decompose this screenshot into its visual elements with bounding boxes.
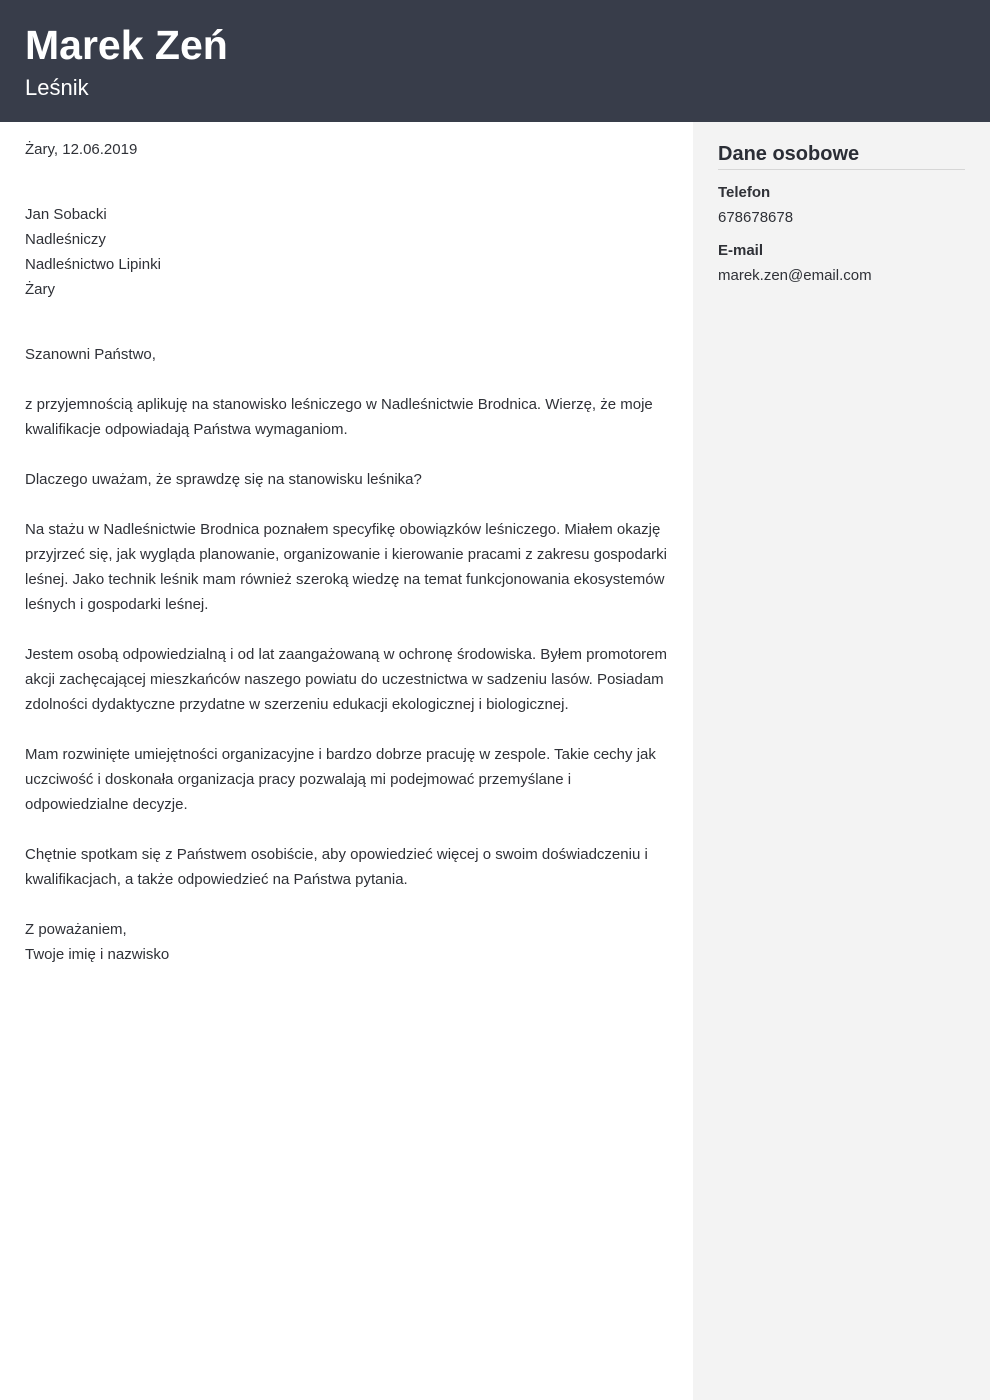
recipient-name: Jan Sobacki <box>25 206 107 223</box>
recipient-title: Nadleśniczy <box>25 231 106 248</box>
applicant-role: Leśnik <box>25 75 89 100</box>
phone-value: 678678678 <box>718 209 794 226</box>
recipient-block <box>25 202 675 302</box>
paragraph: Dlaczego uważam, że sprawdzę się na stanowisku leśnika? <box>25 471 422 488</box>
email-value: marek.zen@email.com <box>718 267 872 284</box>
header <box>0 0 990 122</box>
phone-label: Telefon <box>718 184 771 201</box>
signature: Twoje imię i nazwisko <box>25 946 170 963</box>
letter-body <box>25 137 675 967</box>
section-title: Dane osobowe <box>718 142 965 170</box>
recipient-organization: Nadleśnictwo Lipinki <box>25 256 161 273</box>
applicant-name: Marek Zeń <box>25 22 228 68</box>
date-line: Żary, 12.06.2019 <box>25 141 138 158</box>
closing: Z poważaniem, <box>25 921 127 938</box>
paragraph: Na stażu w Nadleśnictwie Brodnica poznałem specyfikę obowiązków leśniczego. Miałem okazję przyjrzeć się, jak wygląda planowanie, organizowanie i kierowanie pracami z zakresu gospodarki leśnej. Jako technik leśnik mam również szeroką wiedzę na temat funkcjonowania ekosystemów leśnych i gospodarki leśnej. <box>25 521 667 613</box>
email-label: E-mail <box>718 242 764 259</box>
paragraph: Mam rozwinięte umiejętności organizacyjne i bardzo dobrze pracuję w zespole. Takie cechy jak uczciwość i doskonała organizacja pracy pozwalają mi podejmować przemyślane i odpowiedzialne decyzje. <box>25 746 656 813</box>
paragraph: z przyjemnością aplikuję na stanowisko leśniczego w Nadleśnictwie Brodnica. Wierzę, że moje kwalifikacje odpowiadają Państwa wymaganiom. <box>25 396 653 438</box>
paragraph: Jestem osobą odpowiedzialną i od lat zaangażowaną w ochronę środowiska. Byłem promotorem akcji zachęcającej mieszkańców naszego powiatu do uczestnictwa w sadzeniu lasów. Posiadam zdolności dydaktyczne przydatne w szerzeniu edukacji ekologicznej i biologicznej. <box>25 646 668 713</box>
sidebar-personal-data <box>693 122 990 1400</box>
recipient-city: Żary <box>25 281 55 298</box>
salutation: Szanowni Państwo, <box>25 346 156 363</box>
paragraph: Chętnie spotkam się z Państwem osobiście, aby opowiedzieć więcej o swoim doświadczeniu i kwalifikacjach, a także odpowiedzieć na Państwa pytania. <box>25 846 648 888</box>
